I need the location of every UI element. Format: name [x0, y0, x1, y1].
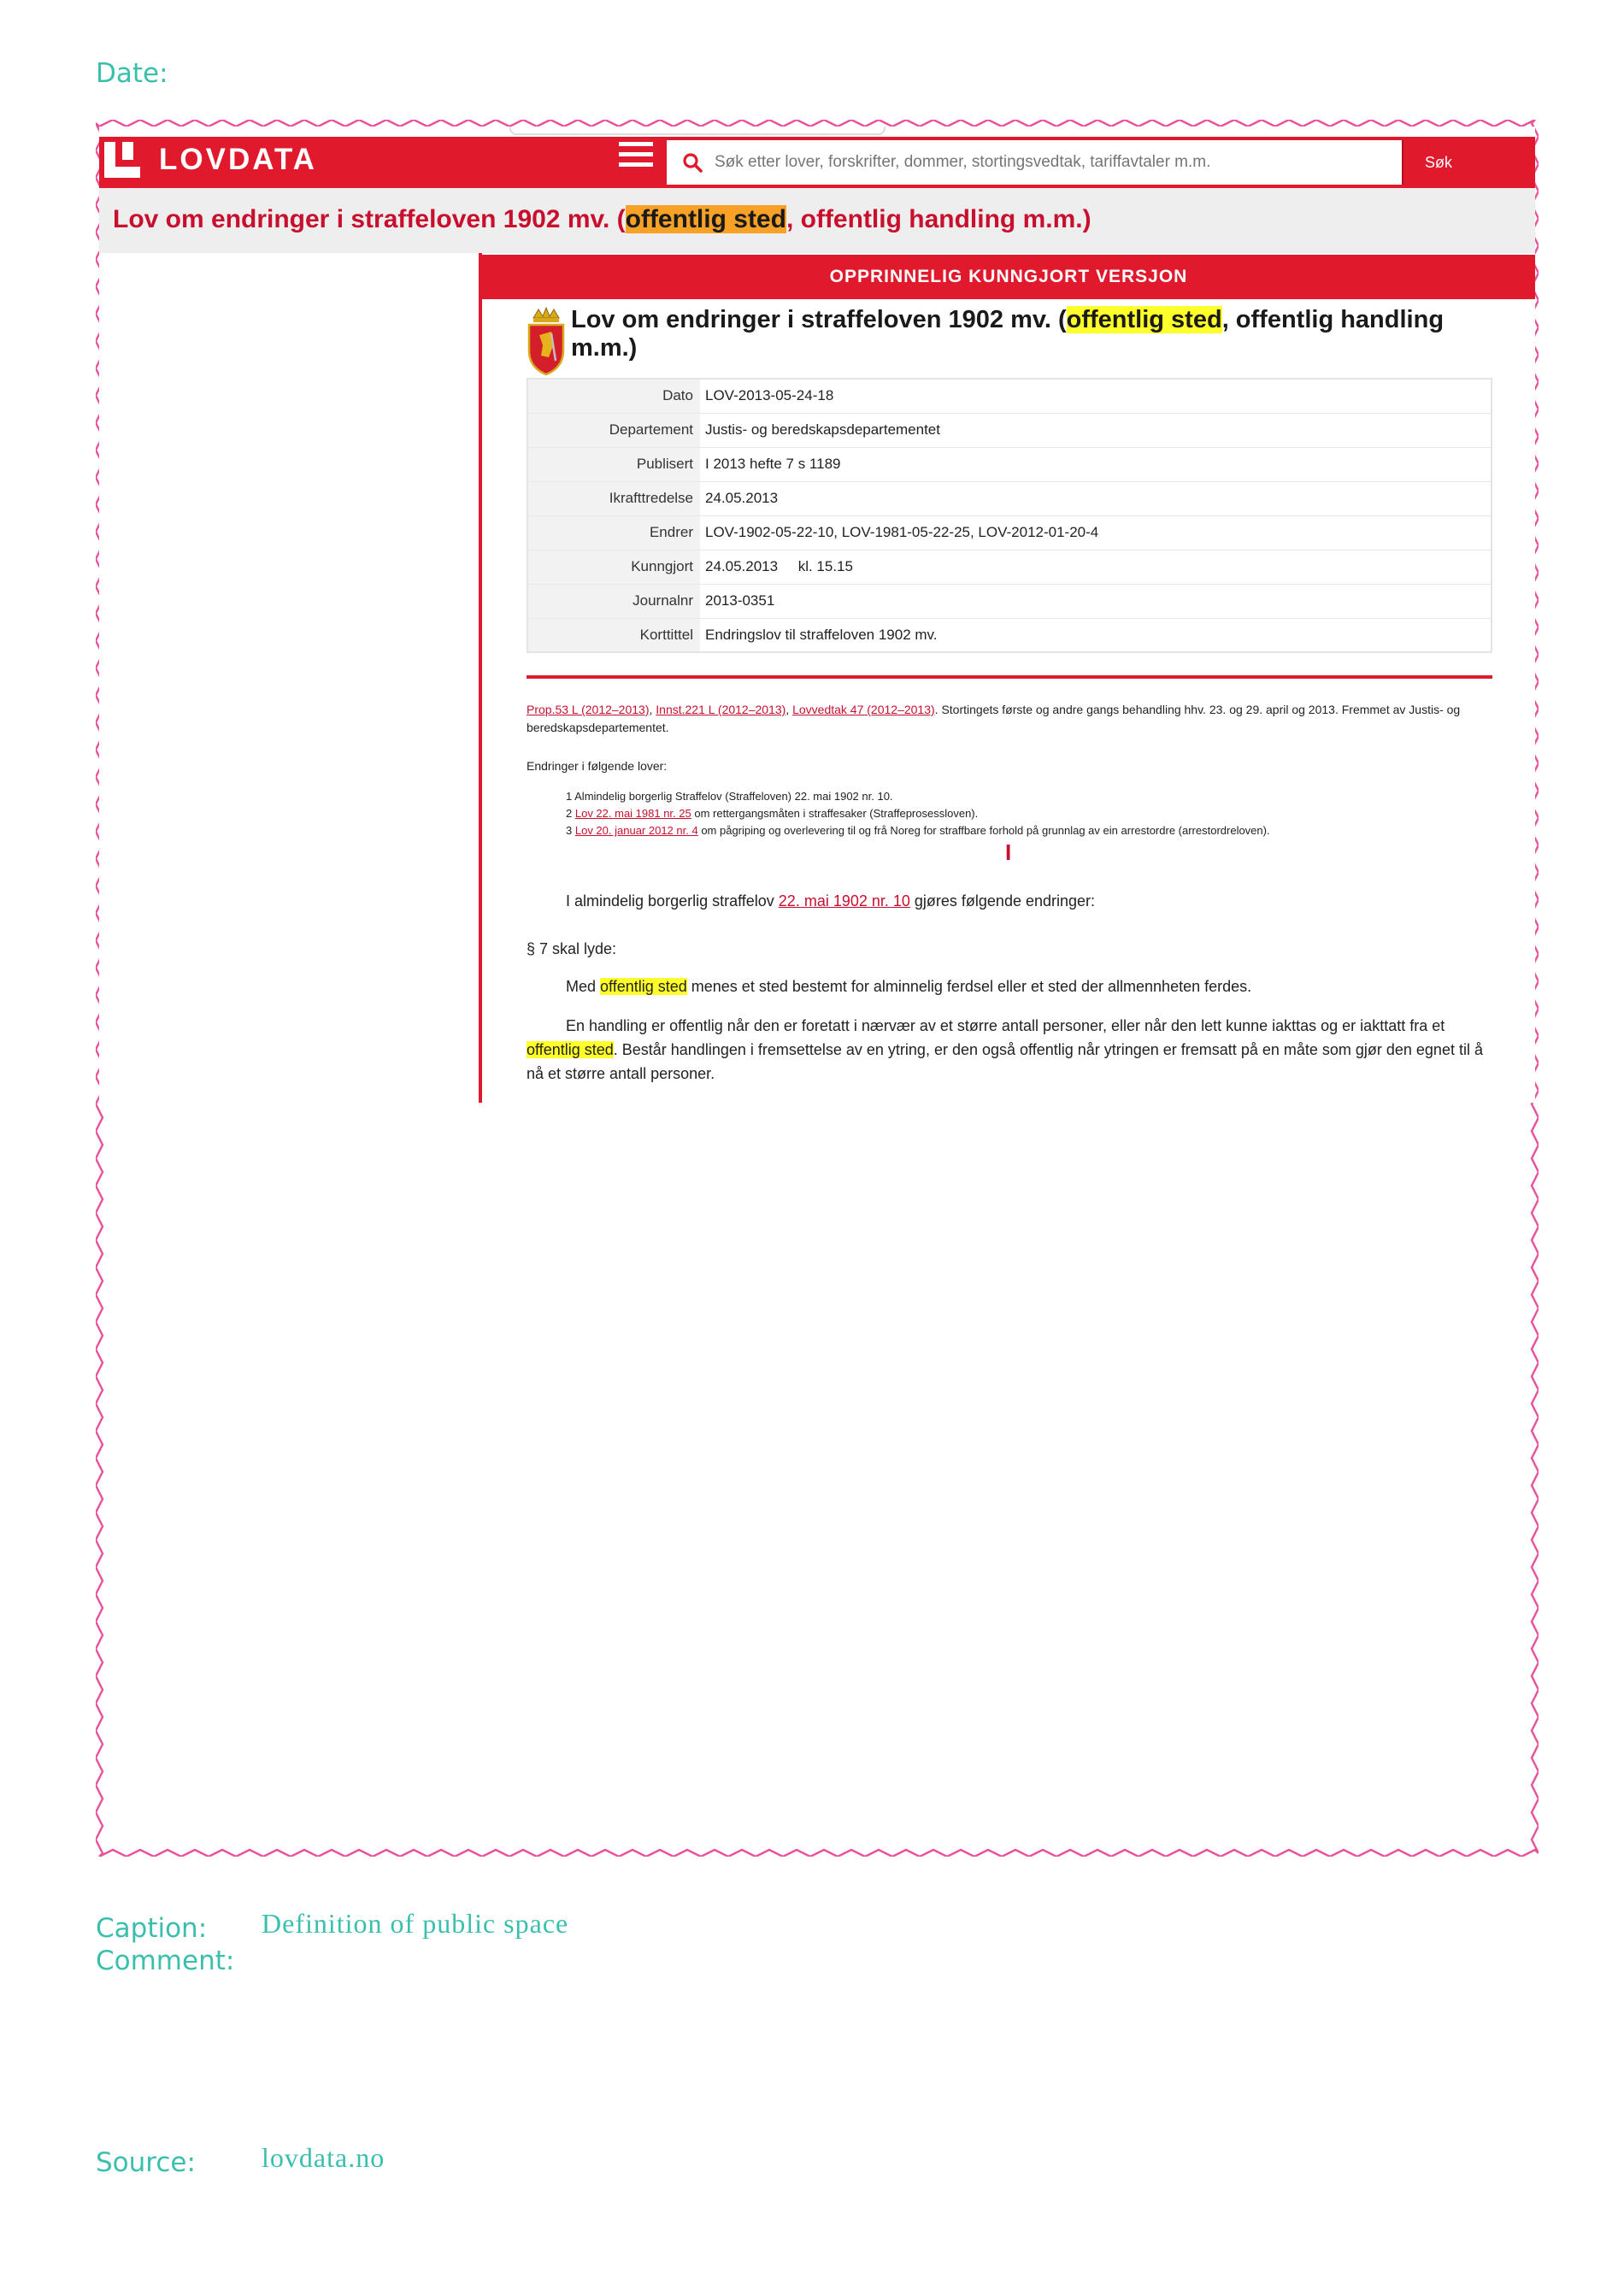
table-row: Departement Justis- og beredskapsdepartementet — [527, 413, 1492, 447]
list-item: 1 Almindelig borgerlig Straffelov (Straffeloven) 22. mai 1902 nr. 10. — [566, 790, 893, 803]
document-title: Lov om endringer i straffeloven 1902 mv. (offentlig sted, offentlig handling m.m.) — [571, 306, 1445, 362]
table-row: Journalnr 2013-0351 — [527, 584, 1492, 618]
innst-link[interactable]: Innst.221 L (2012–2013) — [656, 703, 786, 716]
table-row: Korttittel Endringslov til straffeloven 1902 mv. — [527, 618, 1492, 652]
source-value: lovdata.no — [262, 2142, 385, 2173]
source-label: Source: — [96, 2147, 196, 2178]
search-button[interactable]: Søk — [1402, 140, 1474, 185]
straffelov-link[interactable]: 22. mai 1902 nr. 10 — [778, 892, 910, 910]
search-input[interactable] — [715, 153, 1381, 172]
search-box[interactable] — [667, 140, 1402, 185]
search-icon — [682, 152, 703, 173]
endrer-links[interactable]: LOV-1902-05-22-10, LOV-1981-05-22-25, LOV-2012-01-20-4 — [700, 515, 1492, 550]
search-hit-highlight: offentlig sted — [625, 205, 786, 233]
table-row: Kunngjort 24.05.2013 kl. 15.15 — [527, 550, 1492, 584]
metadata-table — [527, 378, 1492, 653]
page-title: Lov om endringer i straffeloven 1902 mv. (offentlig sted, offentlig handling m.m.) — [113, 205, 1091, 233]
paragraph-heading: § 7 skal lyde: — [527, 940, 617, 957]
changes-list — [566, 788, 1270, 839]
section-number: I — [1005, 839, 1012, 865]
date-label: Date: — [96, 58, 168, 89]
table-row: Dato LOV-2013-05-24-18 — [527, 379, 1492, 413]
left-sidebar — [99, 253, 482, 1103]
coat-of-arms-icon — [527, 306, 566, 376]
version-header: OPPRINNELIG KUNNGJORT VERSJON — [482, 255, 1535, 299]
table-row: Endrer LOV-1902-05-22-10, LOV-1981-05-22-25, LOV-2012-01-20-4 — [527, 515, 1492, 550]
table-row: Publisert I 2013 hefte 7 s 1189 — [527, 447, 1492, 481]
lovdata-screenshot — [99, 127, 1535, 1103]
page-title-bar — [99, 188, 1535, 253]
intro-paragraph: I almindelig borgerlig straffelov 22. mai 1902 nr. 10 gjøres følgende endringer: — [566, 892, 1096, 910]
list-item: 2 Lov 22. mai 1981 nr. 25 om rettergangsmåten i straffesaker (Straffeprosessloven). — [566, 807, 979, 820]
lovvedtak-link[interactable]: Lovvedtak 47 (2012–2013) — [792, 703, 935, 716]
section-divider — [527, 675, 1492, 679]
caption-label: Caption: — [96, 1913, 208, 1944]
changes-intro: Endringer i følgende lover: — [527, 759, 668, 773]
menu-icon[interactable] — [619, 142, 653, 174]
caption-value: Definition of public space — [262, 1908, 569, 1939]
logo-text: LOVDATA — [159, 143, 317, 176]
list-item: 3 Lov 20. januar 2012 nr. 4 om pågriping og overlevering til og frå Noreg for straffbare forhold på grunnlag av ein arrestordre (arrestordreloven). — [566, 824, 1270, 837]
lovdata-logo-icon — [104, 142, 140, 178]
definition-paragraph-2: En handling er offentlig når den er foretatt i nærvær av et større antall personer, eller når den lett kunne iakttas og er iakttatt fra et offentlig sted. Består handlingen i fremsettelse av en ytring, er den også offentlig når ytringen er fremsatt på en måte som gjør den egnet til å nå et større antall personer. — [527, 1017, 1483, 1082]
table-row: Ikrafttredelse 24.05.2013 — [527, 481, 1492, 515]
browser-tab-strip — [509, 127, 886, 135]
definition-paragraph-1: Med offentlig sted menes et sted bestemt for alminnelig ferdsel eller et sted der allmennheten ferdes. — [566, 978, 1252, 995]
references-paragraph: Prop.53 L (2012–2013), Innst.221 L (2012–2013), Lovvedtak 47 (2012–2013). Stortingets første og andre gangs behandling hhv. 23. og 29. april og 2013. Fremmet av Justis- og beredskapsdepartementet. — [527, 703, 1461, 734]
lovdata-logo[interactable] — [104, 142, 317, 178]
comment-label: Comment: — [96, 1946, 235, 1976]
prop-link[interactable]: Prop.53 L (2012–2013) — [527, 703, 650, 716]
